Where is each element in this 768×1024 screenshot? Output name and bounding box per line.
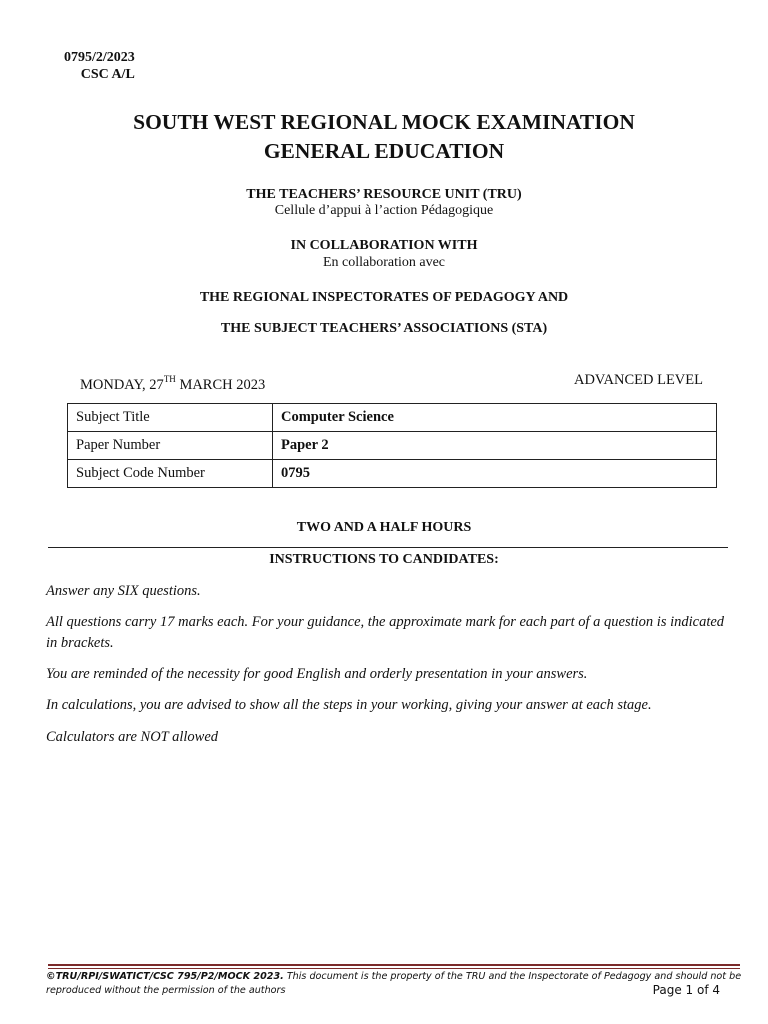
page-number: Page 1 of 4 (652, 983, 720, 997)
exam-date (80, 371, 265, 394)
exam-duration: TWO AND A HALF HOURS (296, 520, 472, 535)
paper-number-value: Paper 2 (273, 432, 717, 460)
inspectorates-line: THE REGIONAL INSPECTORATES OF PEDAGOGY AND (199, 290, 569, 305)
table-row (68, 460, 717, 488)
collaboration-heading: IN COLLABORATION WITH (290, 238, 478, 253)
instruction-item: You are reminded of the necessity for good English and orderly presentation in your answers. (46, 666, 588, 682)
footer-copyright: ©TRU/RPI/SWATICT/CSC 795/P2/MOCK 2023. (46, 971, 284, 982)
footer-divider-thin (48, 968, 740, 969)
table-row (68, 404, 717, 432)
subject-short-code: CSC A/L (80, 67, 135, 82)
subject-table (67, 403, 717, 488)
instruction-item: In calculations, you are advised to show all the steps in your working, giving your answer at each stage. (46, 697, 652, 713)
footer-notice (46, 970, 746, 998)
table-row (68, 432, 717, 460)
associations-line: THE SUBJECT TEACHERS’ ASSOCIATIONS (STA) (220, 321, 548, 336)
exam-title: SOUTH WEST REGIONAL MOCK EXAMINATION (133, 110, 635, 134)
instruction-item: Answer any SIX questions. (46, 583, 201, 599)
subject-title-value: Computer Science (273, 404, 717, 432)
exam-date-suffix: TH (163, 374, 176, 384)
instruction-item: All questions carry 17 marks each. For your guidance, the approximate mark for each part of a question is indicated in brackets. (46, 614, 725, 651)
instruction-item: Calculators are NOT allowed (46, 729, 219, 745)
paper-code: 0795/2/2023 (64, 50, 135, 65)
exam-date-day: MONDAY, 27 (80, 376, 164, 393)
organizer-unit-french: Cellule d’appui à l’action Pédagogique (274, 203, 494, 218)
organizer-unit: THE TEACHERS’ RESOURCE UNIT (TRU) (246, 187, 522, 202)
paper-number-label: Paper Number (68, 432, 273, 460)
collaboration-french: En collaboration avec (322, 255, 446, 270)
footer-notice-text: This document is the property of the TRU and the Inspectorate of Pedagogy and should not be reproduced without the permission of the authors (46, 971, 742, 996)
exam-level: ADVANCED LEVEL (573, 372, 703, 388)
paper-code-block (64, 49, 135, 83)
subject-code-label: Subject Code Number (68, 460, 273, 488)
subject-title-label: Subject Title (68, 404, 273, 432)
exam-subtitle: GENERAL EDUCATION (263, 139, 505, 163)
instructions-heading: INSTRUCTIONS TO CANDIDATES: (269, 552, 499, 567)
subject-code-value: 0795 (273, 460, 717, 488)
exam-date-month-year: MARCH 2023 (175, 376, 266, 393)
footer-divider (48, 964, 740, 966)
section-divider (48, 547, 728, 548)
